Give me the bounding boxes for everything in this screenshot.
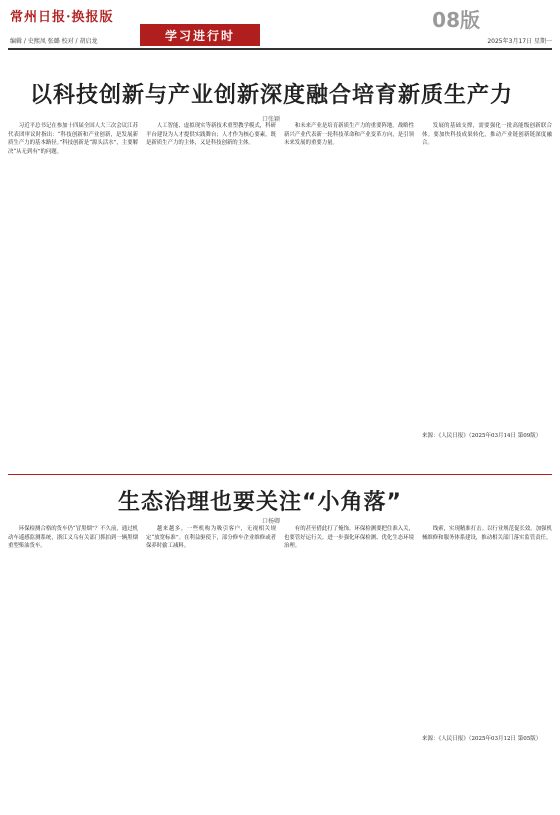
article2-title: 生态治理也要关注“小角落” <box>118 490 402 515</box>
article1-byline: 口张颖 <box>262 116 281 123</box>
article2-column-1: 环保检测合格的货车仍“冒黑烟”？不久前，通过机动车遥感监测系统，浙江义乌有关部门抓拍到一辆黑烟重型柴油货车。 <box>8 526 138 550</box>
article-divider <box>8 474 552 475</box>
article1-title: 以科技创新与产业创新深度融合培育新质生产力 <box>30 83 514 108</box>
article2-column-3: 有的甚至借此打了掩饰。环保检测要把住准入关，也要管好运行关。进一步强化环保检测、优化生态环境治理。 <box>284 526 414 550</box>
dateline: 2025年3月17日 星期一 <box>487 38 552 45</box>
article1-source: 来源：《人民日报》（2025年03月14日 第09版） <box>422 433 542 439</box>
article1-column-2: 人工智能、虚拟现实等新技术重塑教学模式，科研平台建设为人才提供实践舞台；人才作为核心要素，既是新质生产力的主体，又是科技创新的主体。 <box>146 123 276 147</box>
article1-column-4: 发展的基础支撑，需要强化一批高能级创新联合体。要加快科技成果转化，推动产业链创新链深度融合。 <box>422 123 552 147</box>
article2-byline: 口杨卿 <box>262 518 281 525</box>
section-banner: 学习进行时 <box>140 24 260 46</box>
article2-column-2: 越来越多。一些机构为吸引客户，无视相关规定“放宽标准”。在利益驱使下，部分修车企业维修或者保养时偷工减料。 <box>146 526 276 550</box>
article1-column-1: 习近平总书记在参加十四届全国人大三次会议江苏代表团审议时指出：“科技创新和产业创新，是发展新质生产力的基本路径。”科技创新是“源头活水”，主要解决“从无到有”的问题。 <box>8 123 138 155</box>
article2-column-4: 线索，实现精准打击。以行业规范促长效。加强机械维修和服务体系建设，推动相关部门落实监管责任。 <box>422 526 552 541</box>
newspaper-brand: 常州日报·换报版 <box>10 10 114 25</box>
editor-credits: 编辑 / 史熙凤 张璐 校对 / 胡启龙 <box>10 38 98 45</box>
article1-column-3: 和未来产业是培育新质生产力的重要阵地。战略性新兴产业代表新一轮科技革命和产业变革方向，是引领未来发展的重要力量。 <box>284 123 414 147</box>
article2-source: 来源：《人民日报》（2025年03月12日 第05版） <box>422 736 542 742</box>
header-rule <box>8 48 552 50</box>
page-edition: 08版 <box>432 8 480 32</box>
masthead <box>0 0 560 60</box>
